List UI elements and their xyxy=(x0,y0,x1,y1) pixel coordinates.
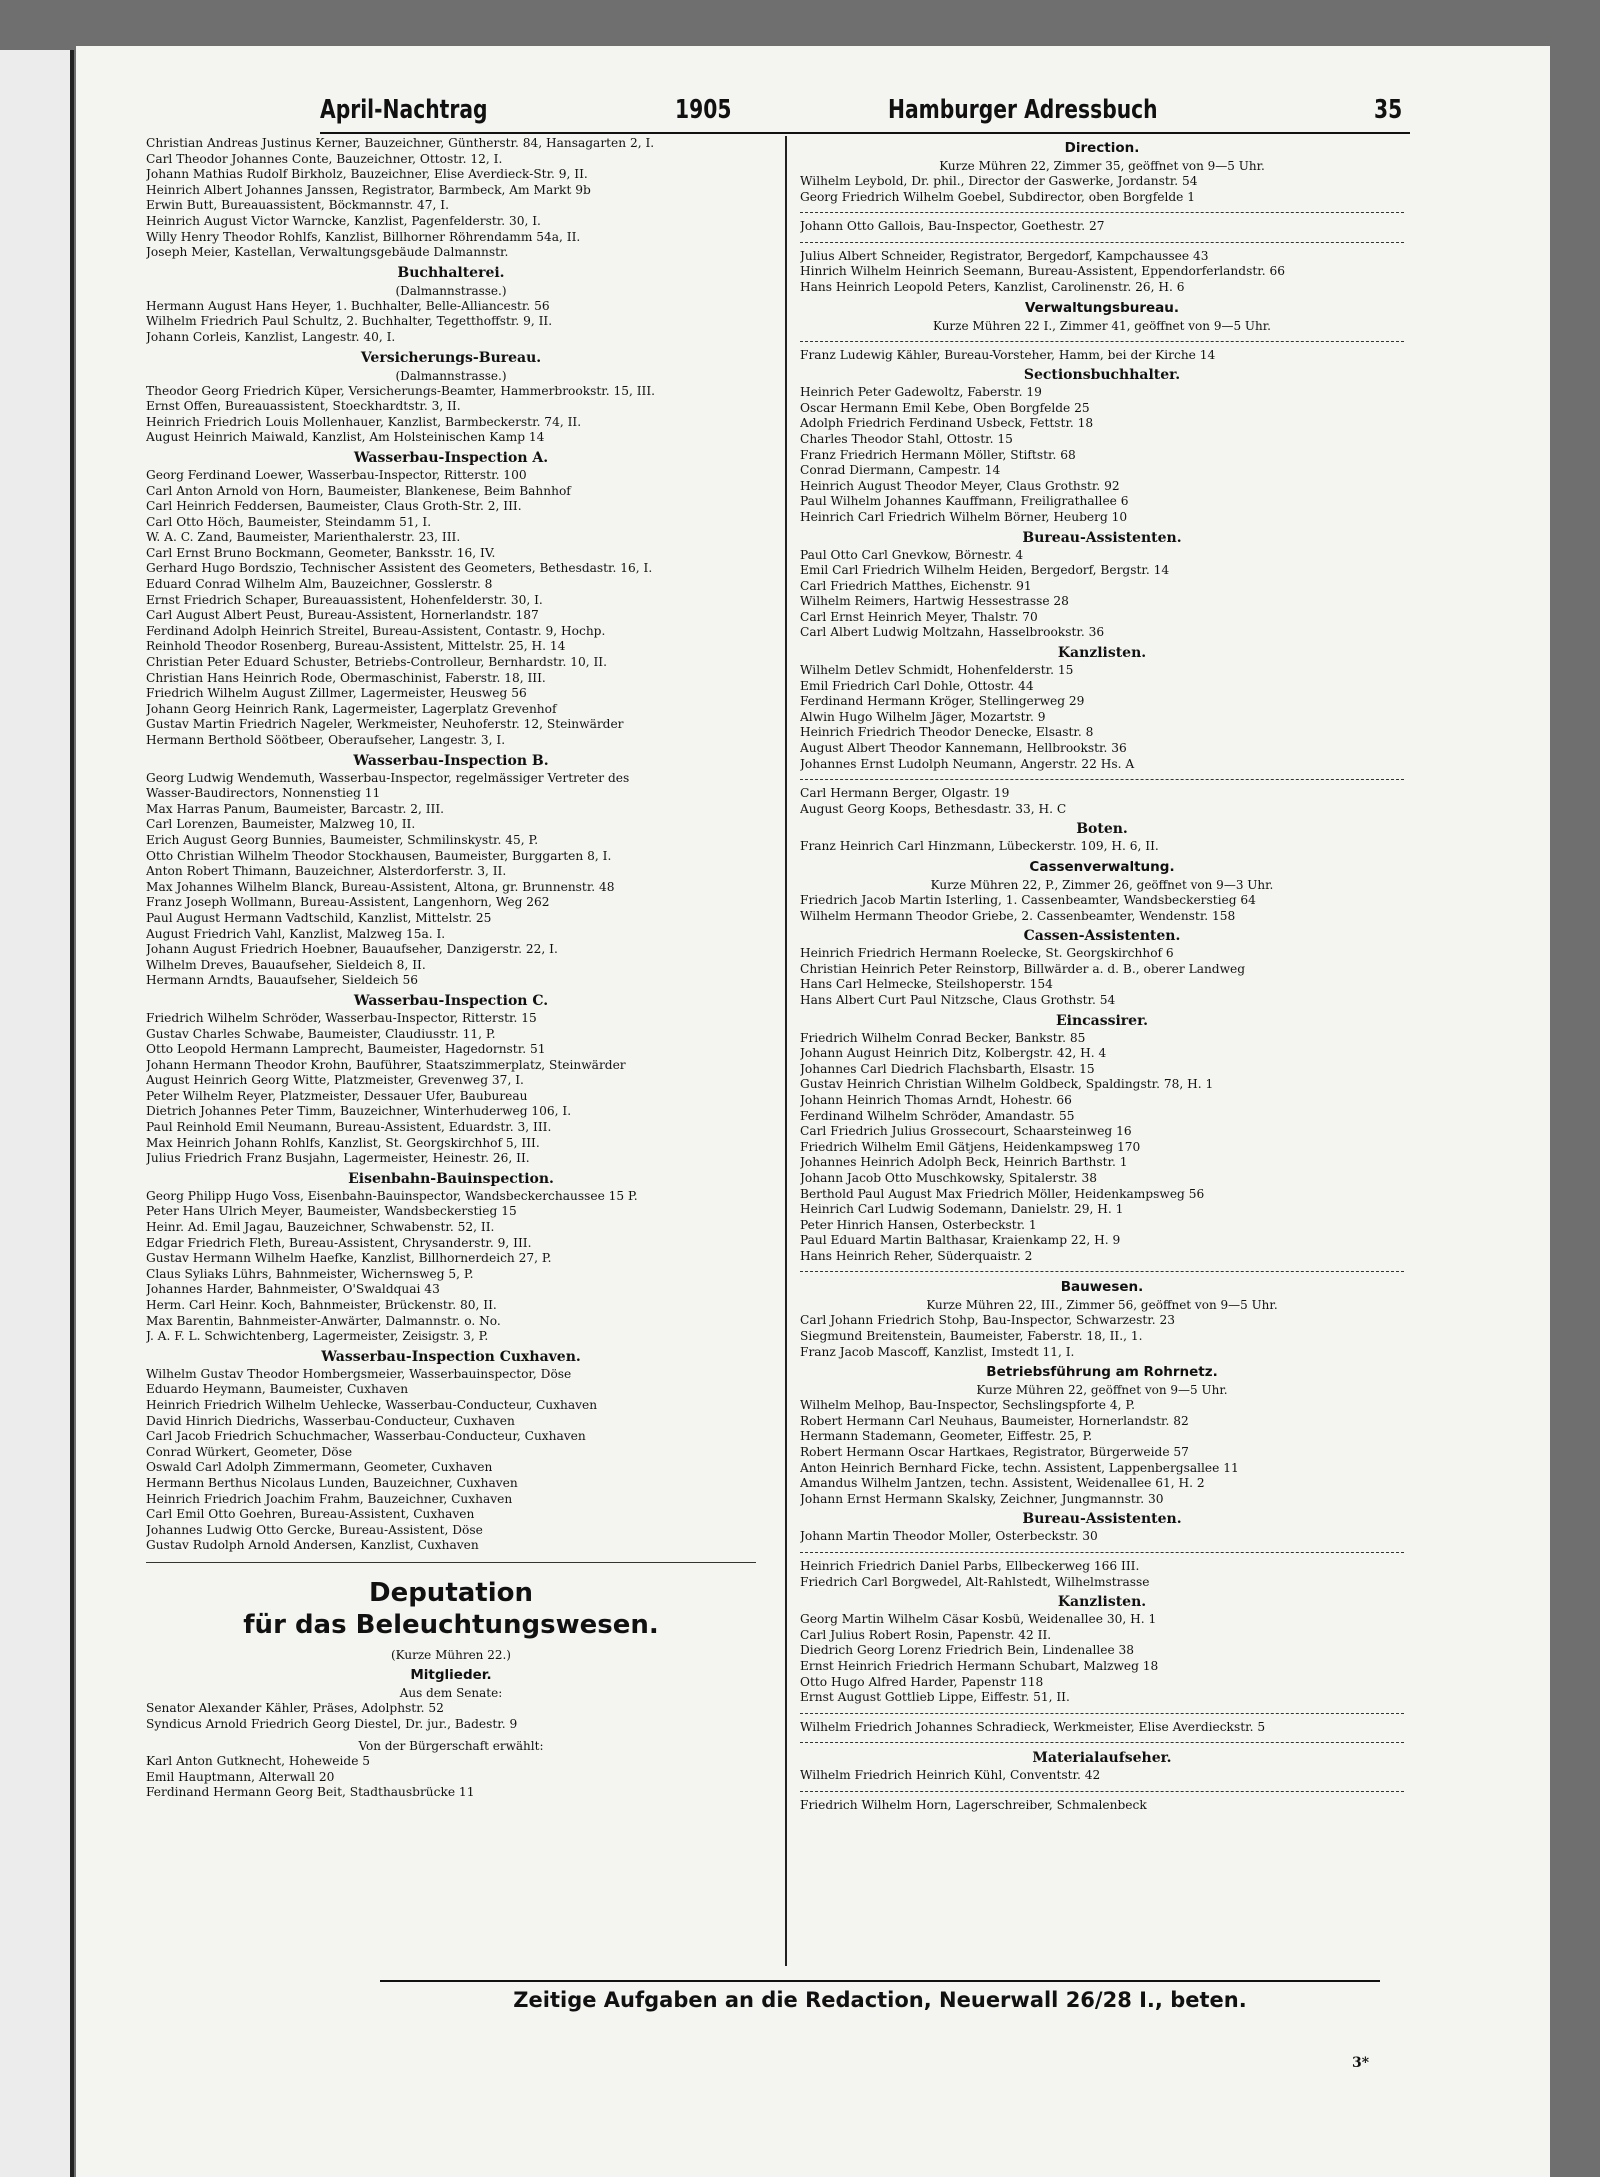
section-heading: Wasserbau-Inspection A. xyxy=(353,449,549,466)
department-heading: Direction. xyxy=(1064,140,1140,156)
senate-member: Syndicus Arnold Friedrich Georg Diestel, Dr. jur., Badestr. 9 xyxy=(146,1716,518,1731)
signature-mark: 3* xyxy=(1352,2055,1370,2071)
directory-entry: Carl Emil Otto Goehren, Bureau-Assistent, Cuxhaven xyxy=(146,1507,475,1522)
section-note: Kurze Mühren 22, P., Zimmer 26, geöffnet von 9—3 Uhr. xyxy=(930,878,1274,892)
directory-entry: Otto Hugo Alfred Harder, Papenstr 118 xyxy=(800,1674,1044,1689)
directory-entry: August Heinrich Maiwald, Kanzlist, Am Holsteinischen Kamp 14 xyxy=(146,430,545,445)
directory-entry: Heinrich August Theodor Meyer, Claus Grothstr. 92 xyxy=(800,478,1120,493)
directory-entry: Heinrich Carl Friedrich Wilhelm Börner, Heuberg 10 xyxy=(800,509,1128,524)
directory-entry: Hermann Berthold Söötbeer, Oberaufseher, Langestr. 3, I. xyxy=(146,733,506,747)
directory-entry: Wilhelm Reimers, Hartwig Hessestrasse 28 xyxy=(800,594,1069,609)
directory-entry: Johannes Heinrich Adolph Beck, Heinrich Barthstr. 1 xyxy=(800,1155,1128,1170)
directory-entry: Heinrich Friedrich Louis Mollenhauer, Kanzlist, Barmbeckerstr. 74, II. xyxy=(146,414,582,429)
directory-entry: Carl Theodor Johannes Conte, Bauzeichner, Ottostr. 12, I. xyxy=(146,151,503,166)
deputation-subtitle: für das Beleuchtungswesen. xyxy=(243,1609,659,1640)
directory-entry: Robert Hermann Carl Neuhaus, Baumeister, Hornerlandstr. 82 xyxy=(800,1413,1189,1428)
directory-entry: August Albert Theodor Kannemann, Hellbrookstr. 36 xyxy=(800,741,1127,756)
directory-entry: Friedrich Wilhelm Horn, Lagerschreiber, Schmalenbeck xyxy=(800,1797,1147,1812)
directory-entry: Julius Albert Schneider, Registrator, Bergedorf, Kampchaussee 43 xyxy=(800,248,1209,263)
left-column-entries xyxy=(146,136,756,1554)
directory-entry: Joseph Meier, Kastellan, Verwaltungsgebäude Dalmannstr. xyxy=(146,245,509,260)
directory-entry: Max Johannes Wilhelm Blanck, Bureau-Assistent, Altona, gr. Brunnenstr. 48 xyxy=(146,879,615,894)
directory-entry: Max Harras Panum, Baumeister, Barcastr. 2, III. xyxy=(146,801,445,816)
directory-entry: Johann August Friedrich Hoebner, Bauaufseher, Danzigerstr. 22, I. xyxy=(146,942,558,957)
directory-entry: Hinrich Wilhelm Heinrich Seemann, Bureau-Assistent, Eppendorferlandstr. 66 xyxy=(800,264,1285,279)
directory-entry: Heinrich Friedrich Joachim Frahm, Bauzeichner, Cuxhaven xyxy=(146,1491,513,1506)
section-heading: Versicherungs-Bureau. xyxy=(360,349,542,366)
directory-entry: Johannes Carl Diedrich Flachsbarth, Elsastr. 15 xyxy=(800,1061,1095,1076)
left-column xyxy=(146,136,756,1996)
directory-entry: Friedrich Jacob Martin Isterling, 1. Cassenbeamter, Wandsbeckerstieg 64 xyxy=(800,893,1256,907)
directory-entry: Christian Heinrich Peter Reinstorp, Billwärder a. d. B., oberer Landweg xyxy=(800,961,1246,976)
section-rule xyxy=(146,1562,756,1563)
directory-entry: Erich August Georg Bunnies, Baumeister, Schmilinskystr. 45, P. xyxy=(146,832,539,847)
directory-entry: Eduardo Heymann, Baumeister, Cuxhaven xyxy=(146,1382,409,1397)
directory-entry: Hermann Stademann, Geometer, Eiffestr. 25, P. xyxy=(800,1429,1093,1444)
directory-entry: Franz Friedrich Hermann Möller, Stiftstr. 68 xyxy=(800,447,1076,462)
directory-entry: Friedrich Carl Borgwedel, Alt-Rahlstedt, Wilhelmstrasse xyxy=(800,1574,1150,1589)
directory-entry: Hans Albert Curt Paul Nitzsche, Claus Grothstr. 54 xyxy=(800,992,1116,1007)
directory-entry: Ernst Offen, Bureauassistent, Stoeckhardtstr. 3, II. xyxy=(146,399,461,414)
directory-entry: Christian Peter Eduard Schuster, Betriebs-Controlleur, Bernhardstr. 10, II. xyxy=(146,655,607,670)
header-edition: April-Nachtrag xyxy=(320,95,488,125)
directory-entry: Dietrich Johannes Peter Timm, Bauzeichner, Winterhuderweg 106, I. xyxy=(146,1104,572,1119)
section-note: (Dalmannstrasse.) xyxy=(395,283,507,298)
directory-entry: Franz Ludewig Kähler, Bureau-Vorsteher, Hamm, bei der Kirche 14 xyxy=(800,347,1216,362)
directory-entry: Christian Hans Heinrich Rode, Obermaschinist, Faberstr. 18, III. xyxy=(146,670,546,685)
directory-entry: Emil Carl Friedrich Wilhelm Heiden, Bergedorf, Bergstr. 14 xyxy=(800,563,1170,578)
directory-entry: Edgar Friedrich Fleth, Bureau-Assistent, Chrysanderstr. 9, III. xyxy=(146,1235,532,1250)
section-heading: Wasserbau-Inspection Cuxhaven. xyxy=(321,1348,581,1365)
directory-entry: Johann Heinrich Thomas Arndt, Hohestr. 66 xyxy=(800,1092,1072,1107)
directory-entry: Max Barentin, Bahnmeister-Anwärter, Dalmannstr. o. No. xyxy=(146,1313,501,1328)
directory-entry: Heinrich Peter Gadewoltz, Faberstr. 19 xyxy=(800,385,1042,400)
directory-entry: Wilhelm Melhop, Bau-Inspector, Sechslingspforte 4, P. xyxy=(800,1398,1135,1413)
directory-entry: Friedrich Wilhelm August Zillmer, Lagermeister, Heusweg 56 xyxy=(146,686,527,701)
department-heading: Betriebsführung am Rohrnetz. xyxy=(986,1364,1218,1381)
directory-entry: Johannes Ludwig Otto Gercke, Bureau-Assistent, Döse xyxy=(146,1522,483,1537)
directory-entry: Siegmund Breitenstein, Baumeister, Faberstr. 18, II., 1. xyxy=(800,1329,1143,1344)
right-column-entries xyxy=(800,139,1404,1814)
directory-entry: Georg Philipp Hugo Voss, Eisenbahn-Bauinspector, Wandsbeckerchaussee 15 P. xyxy=(146,1188,638,1203)
directory-entry: Gustav Martin Friedrich Nageler, Werkmeister, Neuhoferstr. 12, Steinwärder xyxy=(146,717,624,732)
directory-entry: Adolph Friedrich Ferdinand Usbeck, Fettstr. 18 xyxy=(800,416,1094,431)
directory-entry: Paul August Hermann Vadtschild, Kanzlist, Mittelstr. 25 xyxy=(146,910,492,925)
directory-entry: Gustav Charles Schwabe, Baumeister, Claudiusstr. 11, P. xyxy=(146,1026,496,1041)
directory-entry: Georg Ferdinand Loewer, Wasserbau-Inspector, Ritterstr. 100 xyxy=(146,467,527,482)
section-note: Kurze Mühren 22 I., Zimmer 41, geöffnet von 9—5 Uhr. xyxy=(933,318,1271,333)
directory-entry: August Heinrich Georg Witte, Platzmeister, Grevenweg 37, I. xyxy=(146,1073,524,1088)
directory-entry: Carl Heinrich Feddersen, Baumeister, Claus Groth-Str. 2, III. xyxy=(146,499,522,514)
directory-entry: Hans Heinrich Reher, Süderquaistr. 2 xyxy=(800,1248,1033,1263)
directory-entry: Johann August Heinrich Ditz, Kolbergstr. 42, H. 4 xyxy=(800,1046,1107,1061)
directory-entry: Johann Corleis, Kanzlist, Langestr. 40, I. xyxy=(146,329,396,344)
dashed-separator xyxy=(800,779,1404,780)
directory-entry: J. A. F. L. Schwichtenberg, Lagermeister, Zeisigstr. 3, P. xyxy=(146,1329,489,1344)
citizens-label: Von der Bürgerschaft erwählt: xyxy=(358,1739,544,1754)
directory-entry: Johann Martin Theodor Moller, Osterbeckstr. 30 xyxy=(800,1529,1098,1544)
directory-entry: Robert Hermann Oscar Hartkaes, Registrator, Bürgerweide 57 xyxy=(800,1445,1189,1460)
page-footer-notice: Zeitige Aufgaben an die Redaction, Neuerwall 26/28 I., beten. xyxy=(380,1980,1380,2024)
facing-page-edge xyxy=(0,50,74,2177)
department-heading: Cassenverwaltung. xyxy=(1029,859,1175,875)
directory-entry: Peter Wilhelm Reyer, Platzmeister, Dessauer Ufer, Baubureau xyxy=(146,1088,528,1103)
directory-entry: Carl Friedrich Matthes, Eichenstr. 91 xyxy=(800,578,1032,593)
directory-entry: Heinrich Friedrich Daniel Parbs, Ellbeckerweg 166 III. xyxy=(800,1559,1140,1573)
directory-entry: Carl Albert Ludwig Moltzahn, Hasselbrookstr. 36 xyxy=(800,625,1105,640)
directory-entry: Ferdinand Hermann Kröger, Stellingerweg 29 xyxy=(800,694,1085,709)
directory-entry: Heinrich Friedrich Theodor Denecke, Elsastr. 8 xyxy=(800,725,1094,740)
section-heading: Materialaufseher. xyxy=(1032,1750,1172,1767)
directory-entry: Wilhelm Hermann Theodor Griebe, 2. Cassenbeamter, Wendenstr. 158 xyxy=(800,908,1236,923)
deputation-title: Deputation xyxy=(368,1577,534,1608)
directory-entry: Wilhelm Friedrich Johannes Schradieck, Werkmeister, Elise Averdieckstr. 5 xyxy=(800,1719,1266,1734)
directory-entry: Paul Wilhelm Johannes Kauffmann, Freiligrathallee 6 xyxy=(800,494,1129,509)
dashed-separator xyxy=(800,1791,1404,1792)
members-heading: Mitglieder. xyxy=(410,1666,492,1683)
section-heading: Bureau-Assistenten. xyxy=(1022,529,1182,546)
directory-entry: Eduard Conrad Wilhelm Alm, Bauzeichner, Gosslerstr. 8 xyxy=(146,577,493,592)
directory-entry: Hermann August Hans Heyer, 1. Buchhalter, Belle-Alliancestr. 56 xyxy=(146,298,550,313)
directory-entry: Johann Hermann Theodor Krohn, Bauführer, Staatszimmerplatz, Steinwärder xyxy=(146,1057,626,1072)
directory-entry: Gustav Hermann Wilhelm Haefke, Kanzlist, Billhornerdeich 27, P. xyxy=(146,1251,552,1266)
directory-entry: Theodor Georg Friedrich Küper, Versicherungs-Beamter, Hammerbrookstr. 15, III. xyxy=(146,383,656,398)
directory-entry: Herm. Carl Heinr. Koch, Bahnmeister, Brückenstr. 80, II. xyxy=(146,1298,497,1312)
directory-entry: Wilhelm Friedrich Paul Schultz, 2. Buchhalter, Tegetthoffstr. 9, II. xyxy=(146,314,553,329)
directory-entry: Carl August Albert Peust, Bureau-Assistent, Hornerlandstr. 187 xyxy=(146,608,539,623)
header-year: 1905 xyxy=(675,95,732,125)
directory-entry: Johann Mathias Rudolf Birkholz, Bauzeichner, Elise Averdieck-Str. 9, II. xyxy=(146,167,588,182)
directory-entry: Peter Hans Ulrich Meyer, Baumeister, Wandsbeckerstieg 15 xyxy=(146,1204,517,1219)
directory-entry: Otto Christian Wilhelm Theodor Stockhausen, Baumeister, Burggarten 8, I. xyxy=(146,848,612,863)
directory-entry: Johann Georg Heinrich Rank, Lagermeister, Lagerplatz Grevenhof xyxy=(146,701,557,716)
header-title: Hamburger Adressbuch xyxy=(887,95,1158,125)
directory-entry: Gustav Heinrich Christian Wilhelm Goldbeck, Spaldingstr. 78, H. 1 xyxy=(800,1077,1214,1092)
citizen-member: Emil Hauptmann, Alterwall 20 xyxy=(146,1769,335,1784)
directory-entry: Claus Syliaks Lührs, Bahnmeister, Wichernsweg 5, P. xyxy=(146,1266,474,1281)
directory-entry: Wilhelm Detlev Schmidt, Hohenfelderstr. 15 xyxy=(800,663,1074,678)
directory-entry: Georg Ludwig Wendemuth, Wasserbau-Inspector, regelmässiger Vertreter des xyxy=(146,770,630,785)
directory-entry: Johann Ernst Hermann Skalsky, Zeichner, Jungmannstr. 30 xyxy=(800,1491,1164,1506)
directory-entry: Oswald Carl Adolph Zimmermann, Geometer, Cuxhaven xyxy=(146,1460,493,1475)
directory-entry: Paul Reinhold Emil Neumann, Bureau-Assistent, Eduardstr. 3, III. xyxy=(146,1120,552,1135)
section-note: (Dalmannstrasse.) xyxy=(395,368,507,383)
section-heading: Wasserbau-Inspection B. xyxy=(353,752,549,769)
directory-entry: Heinrich August Victor Warncke, Kanzlist, Pagenfelderstr. 30, I. xyxy=(146,213,541,228)
directory-entry: Georg Friedrich Wilhelm Goebel, Subdirector, oben Borgfelde 1 xyxy=(800,189,1195,204)
directory-entry: Paul Otto Carl Gnevkow, Börnestr. 4 xyxy=(800,547,1024,562)
directory-entry: Carl Ernst Bruno Bockmann, Geometer, Banksstr. 16, IV. xyxy=(146,545,496,560)
dashed-separator xyxy=(800,1713,1404,1714)
dashed-separator xyxy=(800,1271,1404,1272)
department-heading: Bauwesen. xyxy=(1060,1279,1144,1296)
directory-entry: Diedrich Georg Lorenz Friedrich Bein, Lindenallee 38 xyxy=(800,1643,1135,1658)
directory-entry: Wilhelm Gustav Theodor Hombergsmeier, Wasserbauinspector, Döse xyxy=(146,1366,572,1381)
directory-entry: Franz Heinrich Carl Hinzmann, Lübeckerstr. 109, H. 6, II. xyxy=(800,839,1159,854)
section-note: Kurze Mühren 22, geöffnet von 9—5 Uhr. xyxy=(976,1383,1228,1398)
directory-entry: Conrad Diermann, Campestr. 14 xyxy=(800,463,1001,478)
directory-entry: Ernst Heinrich Friedrich Hermann Schubart, Malzweg 18 xyxy=(800,1658,1159,1673)
directory-entry: Paul Eduard Martin Balthasar, Kraienkamp 22, H. 9 xyxy=(800,1233,1121,1248)
directory-entry: Max Heinrich Johann Rohlfs, Kanzlist, St. Georgskirchhof 5, III. xyxy=(146,1135,540,1150)
directory-entry: Gustav Rudolph Arnold Andersen, Kanzlist, Cuxhaven xyxy=(146,1538,479,1553)
directory-entry: Heinr. Ad. Emil Jagau, Bauzeichner, Schwabenstr. 52, II. xyxy=(146,1220,495,1235)
directory-entry: August Georg Koops, Bethesdastr. 33, H. C xyxy=(800,801,1067,816)
directory-entry: Heinrich Albert Johannes Janssen, Registrator, Barmbeck, Am Markt 9b xyxy=(146,182,591,197)
directory-entry: Amandus Wilhelm Jantzen, techn. Assistent, Weidenallee 61, H. 2 xyxy=(800,1476,1205,1491)
directory-entry: Heinrich Friedrich Hermann Roelecke, St. Georgskirchhof 6 xyxy=(800,946,1174,961)
directory-entry: Carl Julius Robert Rosin, Papenstr. 42 II. xyxy=(800,1627,1052,1642)
directory-entry: Charles Theodor Stahl, Ottostr. 15 xyxy=(800,431,1013,446)
section-note: Kurze Mühren 22, Zimmer 35, geöffnet von 9—5 Uhr. xyxy=(939,159,1265,173)
senate-member: Senator Alexander Kähler, Präses, Adolphstr. 52 xyxy=(146,1700,444,1715)
directory-entry: Berthold Paul August Max Friedrich Möller, Heidenkampsweg 56 xyxy=(800,1186,1205,1201)
directory-entry: Otto Leopold Hermann Lamprecht, Baumeister, Hagedornstr. 51 xyxy=(146,1042,546,1057)
right-column xyxy=(800,136,1404,1996)
section-heading: Kanzlisten. xyxy=(1057,1594,1147,1611)
citizen-member: Ferdinand Hermann Georg Beit, Stadthausbrücke 11 xyxy=(146,1785,475,1800)
directory-entry: Hans Carl Helmecke, Steilshoperstr. 154 xyxy=(800,977,1053,992)
directory-entry: Wasser-Baudirectors, Nonnenstieg 11 xyxy=(146,786,381,801)
citizen-member: Karl Anton Gutknecht, Hoheweide 5 xyxy=(146,1754,371,1769)
directory-entry: Oscar Hermann Emil Kebe, Oben Borgfelde 25 xyxy=(800,400,1090,415)
directory-entry: Hermann Berthus Nicolaus Lunden, Bauzeichner, Cuxhaven xyxy=(146,1475,518,1490)
directory-entry: Johannes Harder, Bahnmeister, O'Swaldquai 43 xyxy=(146,1282,440,1297)
deputation-block xyxy=(146,1577,756,1801)
directory-entry: Erwin Butt, Bureauassistent, Böckmannstr. 47, I. xyxy=(146,198,449,213)
directory-entry: Ferdinand Adolph Heinrich Streitel, Bureau-Assistent, Contastr. 9, Hochp. xyxy=(146,623,606,638)
directory-entry: Ernst August Gottlieb Lippe, Eiffestr. 51, II. xyxy=(800,1690,1070,1705)
directory-entry: Ernst Friedrich Schaper, Bureauassistent, Hohenfelderstr. 30, I. xyxy=(146,592,543,607)
directory-entry: Carl Hermann Berger, Olgastr. 19 xyxy=(800,786,1010,801)
directory-entry: Carl Johann Friedrich Stohp, Bau-Inspector, Schwarzestr. 23 xyxy=(800,1313,1176,1328)
directory-entry: Anton Heinrich Bernhard Ficke, techn. Assistent, Lappenbergsallee 11 xyxy=(800,1460,1239,1475)
page-header xyxy=(320,88,1410,134)
section-heading: Buchhalterei. xyxy=(397,264,505,281)
section-heading: Eisenbahn-Bauinspection. xyxy=(348,1170,554,1187)
directory-entry: Carl Friedrich Julius Grossecourt, Schaarsteinweg 16 xyxy=(800,1124,1132,1139)
directory-entry: W. A. C. Zand, Baumeister, Marienthalerstr. 23, III. xyxy=(146,530,461,545)
deputation-location: (Kurze Mühren 22.) xyxy=(391,1647,511,1662)
dashed-separator xyxy=(800,1552,1404,1553)
directory-entry: Wilhelm Leybold, Dr. phil., Director der Gaswerke, Jordanstr. 54 xyxy=(800,174,1198,188)
section-heading: Boten. xyxy=(1076,821,1128,838)
dashed-separator xyxy=(800,242,1404,243)
directory-entry: Carl Ernst Heinrich Meyer, Thalstr. 70 xyxy=(800,609,1038,624)
directory-entry: Peter Hinrich Hansen, Osterbeckstr. 1 xyxy=(800,1217,1037,1232)
directory-entry: Conrad Würkert, Geometer, Döse xyxy=(146,1444,353,1459)
directory-entry: Christian Andreas Justinus Kerner, Bauzeichner, Güntherstr. 84, Hansagarten 2, I. xyxy=(146,136,655,150)
directory-entry: Heinrich Carl Ludwig Sodemann, Danielstr. 29, H. 1 xyxy=(800,1202,1124,1217)
dashed-separator xyxy=(800,341,1404,342)
directory-entry: Julius Friedrich Franz Busjahn, Lagermeister, Heinestr. 26, II. xyxy=(146,1151,530,1166)
directory-entry: Willy Henry Theodor Rohlfs, Kanzlist, Billhorner Röhrendamm 54a, II. xyxy=(146,229,581,244)
directory-entry: Franz Jacob Mascoff, Kanzlist, Imstedt 11, I. xyxy=(800,1344,1075,1359)
directory-entry: Emil Friedrich Carl Dohle, Ottostr. 44 xyxy=(800,678,1034,693)
directory-entry: David Hinrich Diedrichs, Wasserbau-Conducteur, Cuxhaven xyxy=(146,1413,515,1428)
directory-entry: Georg Martin Wilhelm Cäsar Kosbü, Weidenallee 30, H. 1 xyxy=(800,1612,1157,1627)
directory-entry: Friedrich Wilhelm Conrad Becker, Bankstr. 85 xyxy=(800,1030,1086,1045)
directory-entry: Friedrich Wilhelm Schröder, Wasserbau-Inspector, Ritterstr. 15 xyxy=(146,1010,537,1025)
section-heading: Sectionsbuchhalter. xyxy=(1023,367,1181,384)
department-heading: Verwaltungsbureau. xyxy=(1024,299,1180,316)
directory-entry: Wilhelm Dreves, Bauaufseher, Sieldeich 8, II. xyxy=(146,957,426,972)
directory-entry: Hermann Arndts, Bauaufseher, Sieldeich 56 xyxy=(146,973,419,988)
section-heading: Bureau-Assistenten. xyxy=(1022,1511,1182,1528)
directory-entry: Carl Anton Arnold von Horn, Baumeister, Blankenese, Beim Bahnhof xyxy=(146,483,571,498)
dashed-separator xyxy=(800,1742,1404,1743)
directory-entry: Franz Joseph Wollmann, Bureau-Assistent, Langenhorn, Weg 262 xyxy=(146,895,550,910)
directory-entry: Carl Otto Höch, Baumeister, Steindamm 51, I. xyxy=(146,514,432,529)
directory-entry: August Friedrich Vahl, Kanzlist, Malzweg 15a. I. xyxy=(146,926,446,941)
directory-entry: Anton Robert Thimann, Bauzeichner, Alsterdorferstr. 3, II. xyxy=(146,864,507,879)
directory-entry: Wilhelm Friedrich Heinrich Kühl, Conventstr. 42 xyxy=(800,1768,1101,1783)
directory-entry: Johann Otto Gallois, Bau-Inspector, Goethestr. 27 xyxy=(800,219,1105,234)
directory-entry: Heinrich Friedrich Wilhelm Uehlecke, Wasserbau-Conducteur, Cuxhaven xyxy=(146,1397,598,1412)
senate-label: Aus dem Senate: xyxy=(399,1685,503,1700)
directory-entry: Carl Jacob Friedrich Schuchmacher, Wasserbau-Conducteur, Cuxhaven xyxy=(146,1429,586,1444)
directory-entry: Ferdinand Wilhelm Schröder, Amandastr. 55 xyxy=(800,1108,1075,1123)
section-heading: Eincassirer. xyxy=(1055,1012,1149,1029)
section-heading: Cassen-Assistenten. xyxy=(1023,928,1181,945)
section-note: Kurze Mühren 22, III., Zimmer 56, geöffnet von 9—5 Uhr. xyxy=(926,1298,1278,1313)
directory-entry: Hans Heinrich Leopold Peters, Kanzlist, Carolinenstr. 26, H. 6 xyxy=(800,279,1185,294)
dashed-separator xyxy=(800,212,1404,213)
directory-entry: Gerhard Hugo Bordszio, Technischer Assistent des Geometers, Bethesdastr. 16, I. xyxy=(146,561,653,576)
directory-entry: Johann Jacob Otto Muschkowsky, Spitalerstr. 38 xyxy=(800,1170,1098,1185)
column-divider xyxy=(785,136,787,1966)
section-heading: Wasserbau-Inspection C. xyxy=(353,992,549,1009)
directory-entry: Alwin Hugo Wilhelm Jäger, Mozartstr. 9 xyxy=(800,709,1046,724)
directory-entry: Reinhold Theodor Rosenberg, Bureau-Assistent, Mittelstr. 25, H. 14 xyxy=(146,639,566,654)
header-page-number: 35 xyxy=(1373,95,1403,125)
directory-entry: Johannes Ernst Ludolph Neumann, Angerstr. 22 Hs. A xyxy=(800,756,1135,771)
directory-entry: Friedrich Wilhelm Emil Gätjens, Heidenkampsweg 170 xyxy=(800,1139,1141,1154)
directory-entry: Carl Lorenzen, Baumeister, Malzweg 10, II. xyxy=(146,817,416,832)
section-heading: Kanzlisten. xyxy=(1057,645,1147,662)
